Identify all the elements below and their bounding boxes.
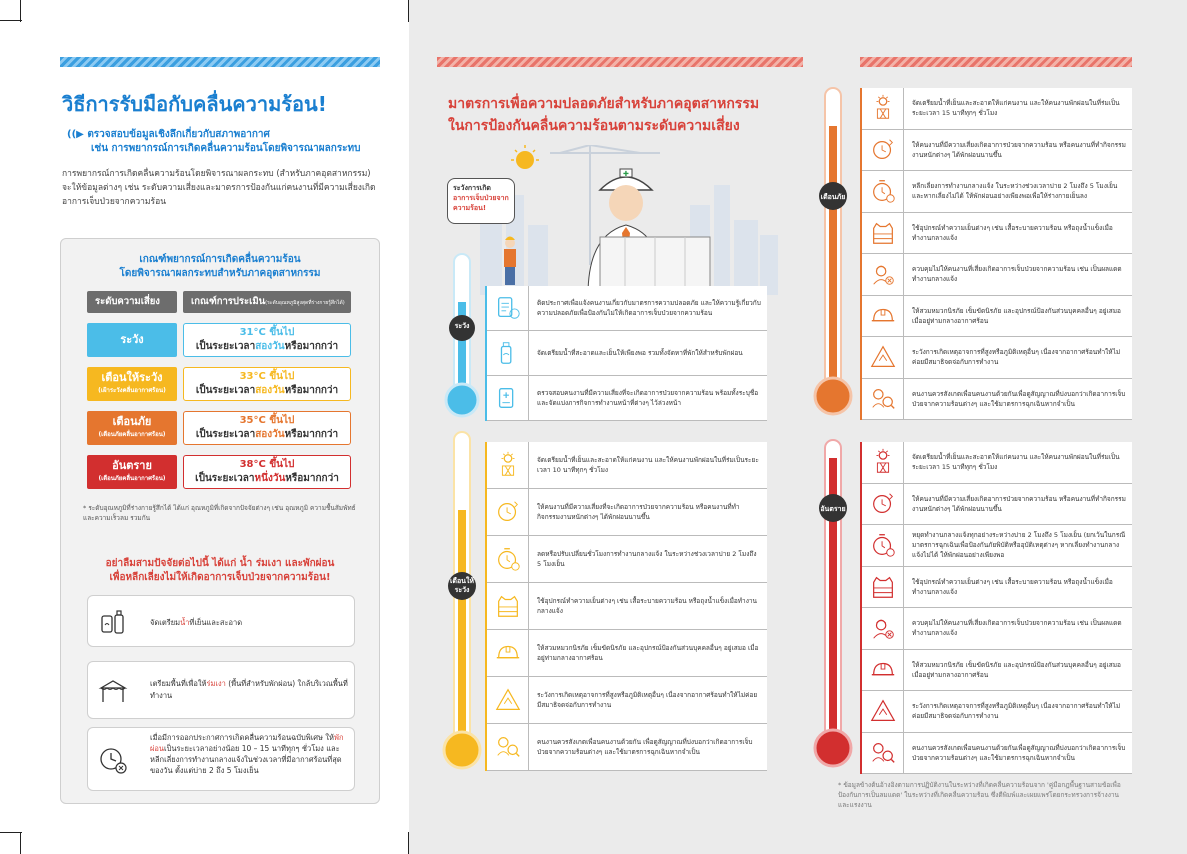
measure-row [862,442,1132,484]
subtitle-line-1: ((▶ ตรวจสอบข้อมูลเชิงลึกเกี่ยวกับสภาพอากาศ [67,129,270,140]
header-criteria-note: (ระดับอุณหภูมิสูงสุดที่ร่างกายรู้สึกได้) [265,300,345,306]
measure-text: ใช้อุปกรณ์ทำความเย็นต่างๆ เช่น เสื้อระบายความร้อน หรือถุงน้ำแข็งเมื่อทำงานกลางแจ้ง [912,577,1113,596]
vest-icon [487,583,529,629]
tip-highlight: น้ำ [180,618,190,627]
measure-text: คนงานควรสังเกตเพื่อนคนงานด้วยกันเพื่อดูสัญญาณที่บ่งบอกว่าเกิดอาการเจ็บป่วยจากความร้อนต่างๆ และใช้มาตรการฉุกเฉินหากจำเป็น [912,743,1126,762]
thermometer-caution [440,252,484,422]
crop-mark [0,20,22,21]
tip-highlight: พักผ่อน [150,733,344,753]
criteria-title [61,253,379,281]
measure-row [862,88,1132,130]
measure-row [862,525,1132,567]
measure-text: ให้สวมหมวกนิรภัย เข็มขัดนิรภัย และอุปกรณ์ป้องกันส่วนบุคคลอื่นๆ อยู่เสมอ เมื่ออยู่ท่ามกลางอากาศร้อน [912,306,1121,325]
sun-icon [516,151,534,169]
level-name: เตือนภัย [112,415,152,428]
measure-row [487,724,767,771]
danger-label: อันตราย [820,505,846,513]
measure-text: ระวังการเกิดเหตุอาจการที่สูงหรือภูมิติเหตุอื่นๆ เนื่องจากอากาศร้อนทำให้ไม่ค่อยมีสมาธิจดจ่อกับการทำงาน [912,702,1121,721]
criteria-text: หรือมากกว่า [284,341,339,352]
vest-icon [862,567,904,608]
reminder-line-1: อย่าลืมสามปัจจัยต่อไปนี้ ได้แก่ น้ำ ร่มเงา และพักผ่อน [105,558,335,569]
header-criteria-label: เกณฑ์การประเมิน [191,296,266,307]
criteria-text: เป็นระยะเวลา [195,429,256,440]
criteria-note: * ระดับอุณหภูมิที่ร่างกายรู้สึกได้ ได้แก่ อุณหภูมิที่เกิดจากปัจจัยต่างๆ เช่น อุณหภูมิ ความชื้นสัมพัทธ์ และความเร็วลม รวมกัน [83,504,356,522]
reminder-line-2: เพื่อหลีกเลี่ยงไม่ให้เกิดอาการเจ็บป่วยจากความร้อน! [109,572,331,583]
checklist-icon [487,286,529,330]
inspect-icon [862,733,904,774]
measure-row [487,677,767,724]
measure-text: หลีกเลี่ยงการทำงานกลางแจ้ง ในระหว่างช่วงเวลาบ่าย 2 โมงถึง 5 โมงเย็น และหากเลี่ยงไม่ได้ ให้พักผ่อนอย่างเพียงพอเพื่อให้ร่างกายเย็นลง [912,182,1118,201]
water-icon [487,331,529,375]
criteria-temp: 35°C ขึ้นไป [239,415,295,426]
criteria-duration: สองวัน [255,429,285,440]
worker-stop-icon [862,608,904,649]
measure-text: ระวังการเกิดเหตุอาจการที่สูงหรือภูมิติเหตุอื่นๆ เนื่องจากอากาศร้อนทำให้ไม่ค่อยมีสมาธิจดจ่อกับการทำงาน [537,691,758,709]
measure-row [862,691,1132,733]
criteria-temp: 38°C ขึ้นไป [239,459,295,470]
measure-row [862,379,1132,421]
criteria-text: หรือมากกว่า [284,385,339,396]
measure-text: ลดหรือปรับเปลี่ยนชั่วโมงการทำงานกลางแจ้ง ในระหว่างช่วงเวลาบ่าย 2 โมงถึง 5 โมงเย็น [537,550,757,568]
measure-row [862,296,1132,338]
intro-paragraph: การพยากรณ์การเกิดคลื่นความร้อนโดยพิจารณาผลกระทบ (สำหรับภาคอุตสาหกรรม) จะให้ข้อมูลต่างๆ เช่น ระดับความเสี่ยงและมาตรการป้องกันแก่คนงานที่มีความเสี่ยงเกิดอาการเจ็บป่วยจากความร้อน [62,169,376,207]
thermometer-warning [440,430,484,775]
health-check-icon [487,376,529,420]
clock-worker-icon [862,130,904,171]
helmet-icon [862,650,904,691]
measure-row [862,337,1132,379]
measure-row [487,331,767,376]
measure-row [487,286,767,331]
level-sub: (เตือนภัยคลื่นอากาศร้อน) [98,475,166,482]
level-caution [87,323,177,357]
vest-icon [862,213,904,254]
warning-label: เตือนให้ระวัง [450,577,474,594]
measure-text: ให้สวมหมวกนิรภัย เข็มขัดนิรภัย และอุปกรณ์ป้องกันส่วนบุคคลอื่นๆ อยู่เสมอ เมื่ออยู่ท่ามกลางอากาศร้อน [912,660,1121,679]
measure-row [862,484,1132,526]
measure-row [487,376,767,421]
criteria-title-line-2: โดยพิจารณาผลกระทบสำหรับภาคอุตสาหกรรม [119,268,321,279]
level-sub: (เฝ้าระวังคลื่นอากาศร้อน) [98,387,166,394]
tip-rest [87,727,355,791]
bubble-line-2: อาการเจ็บป่วยจากความร้อน! [453,194,509,212]
measure-text: ควบคุมไม่ให้คนงานที่เสี่ยงเกิดอาการเจ็บป่วยจากความร้อน เช่น เป็นผลแดด ทำงานกลางแจ้ง [912,265,1122,284]
measure-text: ให้คนงานที่มีความเสี่ยงที่จะเกิดอาการป่วยจากความร้อน หรือคนงานที่ทำกิจกรรมงานหนักต่างๆ ได้พักผ่อนนานขึ้น [537,503,740,521]
tip-text-c: เป็นระยะเวลาอย่างน้อย 10 – 15 นาทีทุกๆ ชั่วโมง และหลีกเลี่ยงการทำงานกลางแจ้งในช่วงเวลาที่มีอากาศร้อนที่สุดของวัน ตั้งแต่บ่าย 2 ถึง 5 โมงเย็น [150,744,342,775]
tip-text [150,678,350,702]
inspect-icon [862,379,904,420]
measure-text: ให้คนงานที่มีความเสี่ยงเกิดอาการป่วยจากความร้อน หรือคนงานที่ทำกิจกรรมงานหนักต่างๆ ได้พักผ่อนนานขึ้น [912,140,1126,159]
speech-bubble [447,178,515,224]
measure-row [862,608,1132,650]
measure-text: หยุดทำงานกลางแจ้งทุกอย่างระหว่างบ่าย 2 โมงถึง 5 โมงเย็น (ยกเว้นในกรณีมาตรการฉุกเฉินเพื่อป้องกันภัยพิบัติหรืออุบัติเหตุต่างๆ หากเลี่ยงทำงานกลางแจ้งไม่ได้ ให้พักผ่อนอย่างเพียงพอ [912,531,1126,560]
criteria-danger [183,455,351,489]
sun-rest-icon [862,442,904,483]
measure-text: ใช้อุปกรณ์ทำความเย็นต่างๆ เช่น เสื้อระบายความร้อน หรือถุงน้ำแข็งเมื่อทำงานกลางแจ้ง [912,223,1113,242]
tip-water [87,595,355,647]
header-risk-level: ระดับความเสี่ยง [87,291,177,313]
header-stripe [437,57,803,67]
measure-row [487,442,767,489]
tip-highlight: ร่มเงา [206,679,226,688]
clock-worker-icon [487,489,529,535]
hazard-icon [862,691,904,732]
tip-text-a: จัดเตรียม [150,618,181,627]
header-stripe [860,57,1132,67]
measure-text: ให้คนงานที่มีความเสี่ยงเกิดอาการป่วยจากความร้อน หรือคนงานที่ทำกิจกรรมงานหนักต่างๆ ได้พักผ่อนนานขึ้น [912,494,1126,513]
level-sub: (เตือนภัยคลื่นอากาศร้อน) [98,431,166,438]
thermometer-alert [808,86,858,426]
timer-icon [862,171,904,212]
sun-rest-icon [862,88,904,129]
measure-text: จัดเตรียมน้ำที่เย็นและสะอาดให้แก่คนงาน และให้คนงานพักผ่อนในที่ร่มเป็นระยะเวลา 10 นาทีทุกๆ ชั่วโมง [537,456,759,474]
alert-label: เตือนภัย [820,193,846,201]
tip-text [150,732,350,776]
crop-mark [20,832,21,854]
tent-icon [98,676,128,706]
criteria-temp: 33°C ขึ้นไป [239,371,295,382]
measure-text: ติดประกาศเพื่อแจ้งคนงานเกี่ยวกับมาตรการความปลอดภัย และให้ความรู้เกี่ยวกับความปลอดภัยเพื่อป้องกันไม่ให้เกิดอาการเจ็บป่วยจากความร้อน [537,299,761,317]
header-stripe [60,57,380,67]
measure-row [862,254,1132,296]
section-subtitle [67,128,361,156]
clock-worker-icon [862,484,904,525]
level-warning [87,367,177,401]
criteria-text: หรือมากกว่า [284,429,339,440]
measure-row [487,489,767,536]
level-danger [87,455,177,489]
measure-row [487,630,767,677]
criteria-title-line-1: เกณฑ์พยากรณ์การเกิดคลื่นความร้อน [139,254,301,265]
subtitle-line-2: เช่น การพยากรณ์การเกิดคลื่นความร้อนโดยพิจารณาผลกระทบ [91,143,361,154]
timer-icon [487,536,529,582]
criteria-caution [183,323,351,357]
measure-row [862,567,1132,609]
tip-shade [87,661,355,719]
measure-row [487,536,767,583]
page-title: วิธีการรับมือกับคลื่นความร้อน! [62,92,327,116]
sun-rest-icon [487,442,529,488]
criteria-duration: สองวัน [255,385,285,396]
crop-mark [20,0,21,22]
criteria-alert [183,411,351,445]
measure-text: จัดเตรียมน้ำที่สะอาดและเย็นให้เพียงพอ รวมทั้งจัดหาที่พักให้สำหรับพักผ่อน [537,349,743,357]
measure-text: ตรวจสอบคนงานที่มีความเสี่ยงที่จะเกิดอาการป่วยจากความร้อน พร้อมทั้งระบุชื่อและจัดแบ่งภารกิจการทำงานหน้าที่ต่างๆ ไว้ล่วงหน้า [537,389,759,407]
criteria-duration: หนึ่งวัน [254,473,286,484]
measure-text: จัดเตรียมน้ำที่เย็นและสะอาดให้แก่คนงาน และให้คนงานพักผ่อนในที่ร่มเป็นระยะเวลา 15 นาทีทุกๆ ชั่วโมง [912,99,1120,118]
helmet-icon [487,630,529,676]
measure-row [487,583,767,630]
level-alert [87,411,177,445]
clock-rest-icon [98,745,128,775]
worker-stop-icon [862,254,904,295]
footnote: * ข้อมูลข้างต้นอ้างอิงตามการปฏิบัติงานในระหว่างที่เกิดคลื่นความร้อนจาก 'คู่มือกฎพื้นฐานสามข้อเพื่อป้องกันการเป็นลมแดด' ในระหว่างที่เกิดคลื่นความร้อน ซึ่งตีพิมพ์และเผยแพร่โดยกระทรวงการจ้างงานและแรงงาน [838,781,1121,809]
criteria-text: เป็นระยะเวลา [195,385,256,396]
header-criteria [183,291,351,313]
bubble-line-1: ระวังการเกิด [453,184,491,192]
measure-text: ควบคุมไม่ให้คนงานที่เสี่ยงเกิดอาการเจ็บป่วยจากความร้อน เช่น เป็นผลแดด ทำงานกลางแจ้ง [912,619,1122,638]
measure-text: คนงานควรสังเกตเพื่อนคนงานด้วยกัน เพื่อดูสัญญาณที่บ่งบอกว่าเกิดอาการเจ็บป่วยจากความร้อนต่างๆ และใช้มาตรการฉุกเฉินหากจำเป็น [537,738,753,756]
criteria-warning [183,367,351,401]
tip-text-c: (พื้นที่สำหรับพักผ่อน) ใกล้บริเวณพื้นที่ทำงาน [150,679,348,700]
worker-illustration [480,145,780,300]
timer-icon [862,525,904,566]
measure-row [862,171,1132,213]
inspect-icon [487,724,529,770]
measure-text: ระวังการเกิดเหตุอาจการที่สูงหรือภูมิติเหตุอื่นๆ เนื่องจากอากาศร้อนทำให้ไม่ค่อยมีสมาธิจดจ่อกับการทำงาน [912,348,1121,367]
measure-text: ใช้อุปกรณ์ทำความเย็นต่างๆ เช่น เสื้อระบายความร้อน หรือถุงน้ำแข็งเมื่อทำงานกลางแจ้ง [537,597,757,615]
caution-label: ระวัง [454,322,470,330]
svg-text:✚: ✚ [623,170,629,178]
criteria-box [60,238,380,804]
measure-text: จัดเตรียมน้ำที่เย็นและสะอาดให้แก่คนงาน และให้คนงานพักผ่อนในที่ร่มเป็นระยะเวลา 15 นาทีทุกๆ ชั่วโมง [912,453,1120,472]
level-name: ระวัง [120,333,144,346]
criteria-text: หรือมากกว่า [285,473,339,484]
measures-title-line-1: มาตรการเพื่อความปลอดภัยสำหรับภาคอุตสาหกรรม [448,96,760,112]
measures-title [448,93,759,137]
hazard-icon [862,337,904,378]
helmet-icon [862,296,904,337]
measures-title-line-2: ในการป้องกันคลื่นความร้อนตามระดับความเสี่ยง [448,118,740,134]
tip-text [150,617,242,629]
criteria-duration: สองวัน [255,341,285,352]
criteria-temp: 31°C ขึ้นไป [239,327,295,338]
water-bottle-icon [98,607,128,637]
measure-row [862,733,1132,775]
criteria-text: เป็นระยะเวลา [195,473,255,484]
level-name: อันตราย [112,459,152,472]
thermometer-danger [808,438,858,778]
measure-row [862,213,1132,255]
tip-text-c: ที่เย็นและสะอาด [189,618,243,627]
measure-row [862,130,1132,172]
hazard-icon [487,677,529,723]
reminder-callout [61,557,379,585]
measure-text: ให้สวมหมวกนิรภัย เข็มขัดนิรภัย และอุปกรณ์ป้องกันส่วนบุคคลอื่นๆ อยู่เสมอ เมื่ออยู่ท่ามกลางอากาศร้อน [537,644,759,662]
measure-text: คนงานควรสังเกตเพื่อนคนงานด้วยกันเพื่อดูสัญญาณที่บ่งบอกว่าเกิดอาการเจ็บป่วยจากความร้อนต่างๆ และใช้มาตรการฉุกเฉินหากจำเป็น [912,389,1126,408]
crop-mark [0,832,22,833]
tip-text-a: เตรียมพื้นที่เพื่อให้ [150,679,207,688]
tip-text-a: เมื่อมีการออกประกาศการเกิดคลื่นความร้อนฉบับพิเศษ ให้ [150,733,334,742]
criteria-text: เป็นระยะเวลา [195,341,256,352]
measure-row [862,650,1132,692]
level-name: เตือนให้ระวัง [101,371,163,384]
